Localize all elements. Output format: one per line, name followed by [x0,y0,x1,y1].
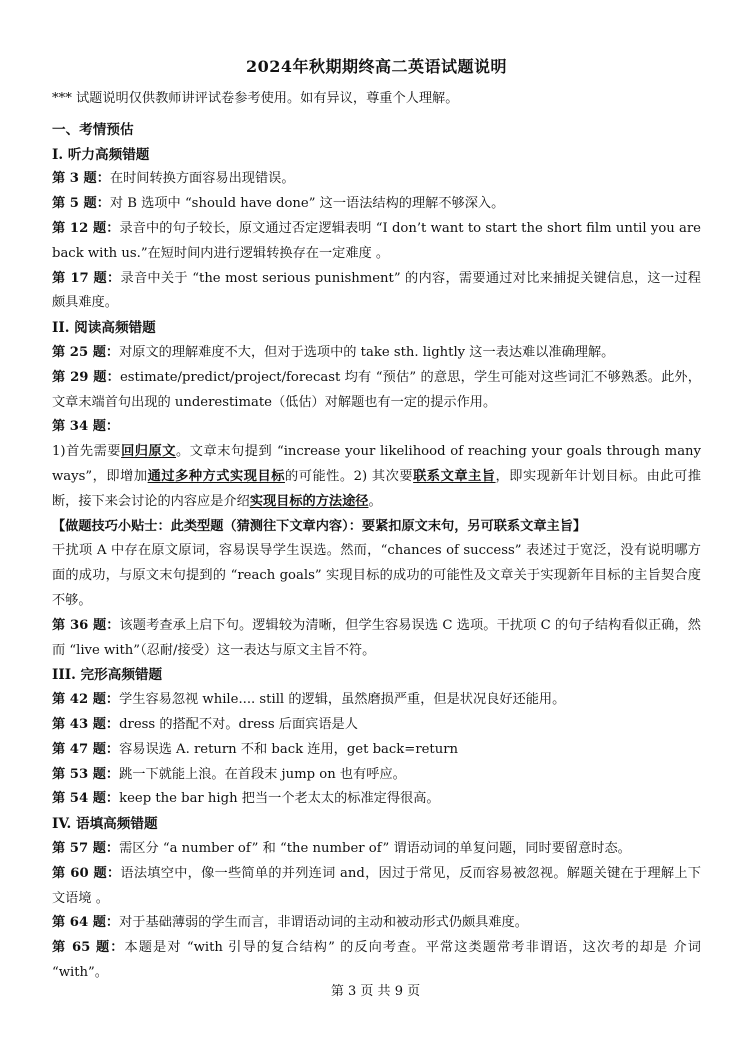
listening-item-q3 [52,167,701,192]
listening-item-q12 [52,217,701,267]
question-text: 对原文的理解难度不大，但对于选项中的 take sth. lightly 这一表达难以准确理解。 [119,344,615,360]
reading-heading: II. 阅读高频错题 [52,320,156,337]
question-text: estimate/predict/project/forecast 均有 “预估” 的意思，学生可能对这些词汇不够熟悉。此外，文章末端首句出现的 underestimate（低估）对解题也有一定的提示作用。 [52,369,701,410]
q34-tip: 【做题技巧小贴士：此类型题（猜测往下文章内容）：要紧扣原文末句，另可联系文章主旨】 [52,518,587,534]
reading-item-q36 [52,614,701,664]
cloze-item-q43 [52,713,701,738]
question-text: dress 的搭配不对。dress 后面宾语是人 [119,716,358,732]
page-number: 第 3 页 共 9 页 [330,984,421,999]
q34-emphasis-methods: 实现目标的方法途径 [249,493,369,509]
usage-note: *** 试题说明仅供教师讲评试卷参考使用。如有异议，尊重个人理解。 [52,91,459,106]
question-label: 第 47 题： [52,741,120,757]
grammar-item-q60 [52,862,701,912]
question-label: 第 17 题： [52,270,121,286]
reading-q34-explanation [52,440,701,514]
question-label: 第 54 题： [52,791,120,807]
listening-heading: I. 听力高频错题 [52,146,150,163]
question-text: 对 B 选项中 “should have done” 这一语法结构的理解不够深入。 [109,196,505,212]
question-text: 在时间转换方面容易出现错误。 [109,171,295,187]
q34-text-part: ，即实现新年计划目标。由此可推断，接下来会讨论的内容应是介绍 [52,468,702,509]
q34-distractor-analysis: 干扰项 A 中存在原文原词，容易误导学生误选。然而，“chances of success” 表述过于宽泛，没有说明哪方面的成功，与原文末句提到的 “reach goals” 实现目标的成功的可能性及文章关于实现新年目标的主旨契合度不够。 [52,543,701,608]
cloze-item-q54 [52,787,701,812]
cloze-item-q53 [52,763,701,788]
question-label: 第 65 题： [52,940,125,956]
question-label: 第 42 题： [52,692,120,708]
q34-emphasis-multiple-ways: 通过多种方式实现目标 [147,468,285,484]
grammar-item-q65 [52,936,701,986]
question-label: 第 64 题： [52,915,120,931]
question-text: 录音中关于 “the most serious punishment” 的内容，需要通过对比来捕捉关键信息，这一过程颇具难度。 [52,270,701,311]
question-text: 本题是对 “with 引导的复合结构” 的反向考查。平常这类题常考非谓语，这次考的却是 介词 “with”。 [52,940,701,980]
q34-text-part: 。文章末句提到 “increase your likelihood of reaching your goals through many ways”，即增加 [52,444,701,484]
question-text: keep the bar high 把当一个老太太的标准定得很高。 [119,791,440,807]
cloze-heading: III. 完形高频错题 [52,667,163,684]
question-text: 该题考查承上启下句。逻辑较为清晰，但学生容易误选 C 选项。干扰项 C 的句子结构看似正确，然而 “live with”（忍耐/接受）这一表达与原文主旨不符。 [52,617,701,658]
question-text: 录音中的句子较长，原文通过否定逻辑表明 “I don’t want to start the short film until you are back with us.”在短时间内进行逻辑转换存在一定难度 。 [52,220,701,261]
question-label: 第 60 题： [52,865,121,881]
question-text: 跳一下就能上浪。在首段末 jump on 也有呼应。 [119,766,406,782]
grammar-item-q57 [52,837,701,862]
reading-q34-label: 第 34 题： [52,419,120,435]
q34-emphasis-main-idea: 联系文章主旨 [413,468,496,484]
listening-item-q5 [52,192,701,217]
q34-emphasis-return-to-text: 回归原文 [121,444,177,460]
question-label: 第 53 题： [52,766,120,782]
question-label: 第 29 题： [52,369,120,385]
question-label: 第 5 题： [52,196,110,212]
question-text: 需区分 “a number of” 和 “the number of” 谓语动词的单复问题，同时要留意时态。 [119,840,631,856]
grammar-item-q64 [52,911,701,936]
section-heading-exam-forecast: 一、考情预估 [52,121,134,138]
question-text: 对于基础薄弱的学生而言，非谓语动词的主动和被动形式仍颇具难度。 [119,915,528,931]
question-label: 第 57 题： [52,840,120,856]
page-title: 2024年秋期期终高二英语试题说明 [245,57,508,76]
q34-text-part: 的可能性。2) 其次要 [284,468,414,484]
q34-text-part: 1)首先需要 [52,444,122,460]
grammar-heading: IV. 语填高频错题 [52,816,158,833]
q34-text-part: 。 [368,493,382,509]
question-text: 容易误选 A. return 不和 back 连用，get back=return [119,741,459,757]
reading-item-q29 [52,366,701,416]
question-text: 语法填空中，像一些简单的并列连词 and，因过于常见，反而容易被忽视。解题关键在于理解上下文语境 。 [52,865,701,906]
cloze-item-q42 [52,688,701,713]
listening-item-q17 [52,267,701,317]
question-label: 第 36 题： [52,617,120,633]
question-label: 第 25 题： [52,344,120,360]
reading-item-q25 [52,341,701,366]
question-label: 第 43 题： [52,716,120,732]
question-text: 学生容易忽视 while.... still 的逻辑，虽然磨损严重，但是状况良好还能用。 [119,692,566,708]
question-label: 第 3 题： [52,171,110,187]
cloze-item-q47 [52,738,701,763]
question-label: 第 12 题： [52,220,120,236]
